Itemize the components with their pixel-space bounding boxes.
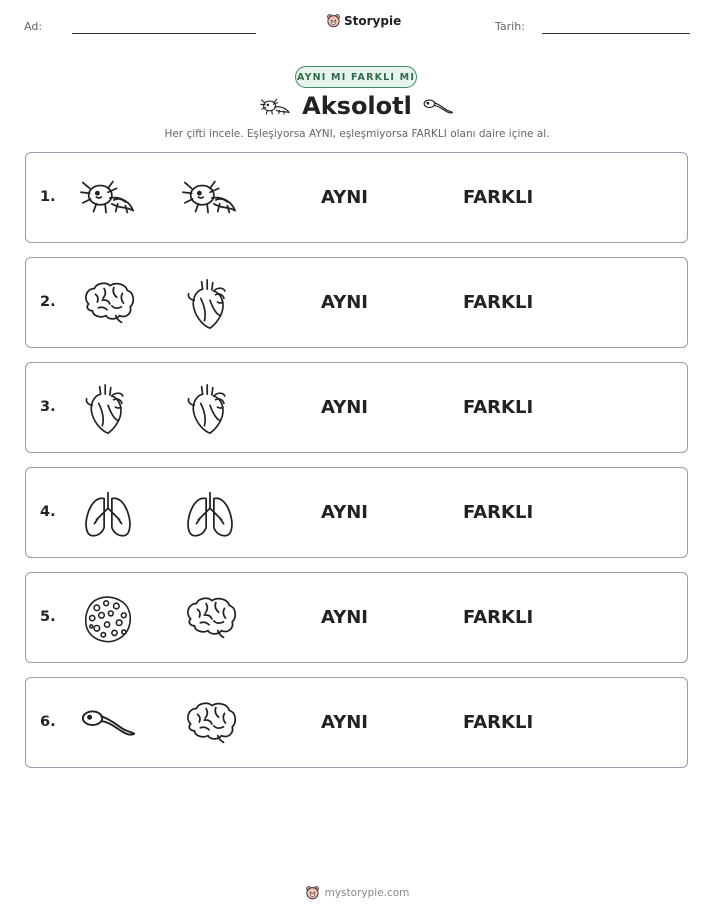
lungs-icon: [79, 488, 137, 540]
option-different[interactable]: FARKLI: [463, 502, 534, 523]
tadpole-icon: [422, 97, 454, 117]
axolotl-icon: [258, 95, 292, 119]
worksheet-row: [25, 257, 688, 348]
heart-icon: [79, 383, 137, 435]
option-different[interactable]: FARKLI: [463, 712, 534, 733]
option-same[interactable]: AYNI: [321, 712, 369, 733]
footer: [0, 885, 714, 900]
instructions: Her çifti incele. Eşleşiyorsa AYNI, eşleşmiyorsa FARKLI olanı daire içine al.: [164, 128, 550, 140]
storypie-logo: [326, 13, 401, 28]
worksheet-row: [25, 572, 688, 663]
option-different[interactable]: FARKLI: [463, 292, 534, 313]
axolotl-icon: [79, 173, 137, 225]
bear-logo-icon: [305, 885, 320, 900]
axolotl-icon: [181, 173, 239, 225]
row-number: 4.: [40, 504, 56, 520]
footer-url[interactable]: mystorypie.com: [324, 886, 410, 899]
option-same[interactable]: AYNI: [321, 187, 369, 208]
brain-icon: [181, 698, 239, 750]
worksheet-title: Aksolotl: [302, 92, 412, 120]
option-same[interactable]: AYNI: [321, 397, 369, 418]
option-same[interactable]: AYNI: [321, 292, 369, 313]
worksheet-row: [25, 362, 688, 453]
brain-icon: [79, 278, 137, 330]
option-same[interactable]: AYNI: [321, 502, 369, 523]
date-label: Tarih:: [495, 20, 525, 33]
worksheet-row: [25, 152, 688, 243]
heart-icon: [181, 278, 239, 330]
row-number: 1.: [40, 189, 56, 205]
tadpole-icon: [79, 698, 137, 750]
option-different[interactable]: FARKLI: [463, 187, 534, 208]
name-line[interactable]: [72, 33, 256, 34]
brand-name: Storypie: [344, 13, 402, 28]
option-different[interactable]: FARKLI: [463, 607, 534, 628]
bear-logo-icon: [326, 13, 341, 28]
egg-cluster-icon: [79, 593, 137, 645]
row-number: 5.: [40, 609, 56, 625]
row-number: 2.: [40, 294, 56, 310]
lungs-icon: [181, 488, 239, 540]
option-different[interactable]: FARKLI: [463, 397, 534, 418]
row-number: 3.: [40, 399, 56, 415]
brain-icon: [181, 593, 239, 645]
worksheet-badge: AYNI MI FARKLI MI: [295, 66, 417, 88]
date-line[interactable]: [542, 33, 690, 34]
name-label: Ad:: [24, 20, 43, 33]
row-number: 6.: [40, 714, 56, 730]
option-same[interactable]: AYNI: [321, 607, 369, 628]
worksheet-row: [25, 677, 688, 768]
worksheet-row: [25, 467, 688, 558]
heart-icon: [181, 383, 239, 435]
